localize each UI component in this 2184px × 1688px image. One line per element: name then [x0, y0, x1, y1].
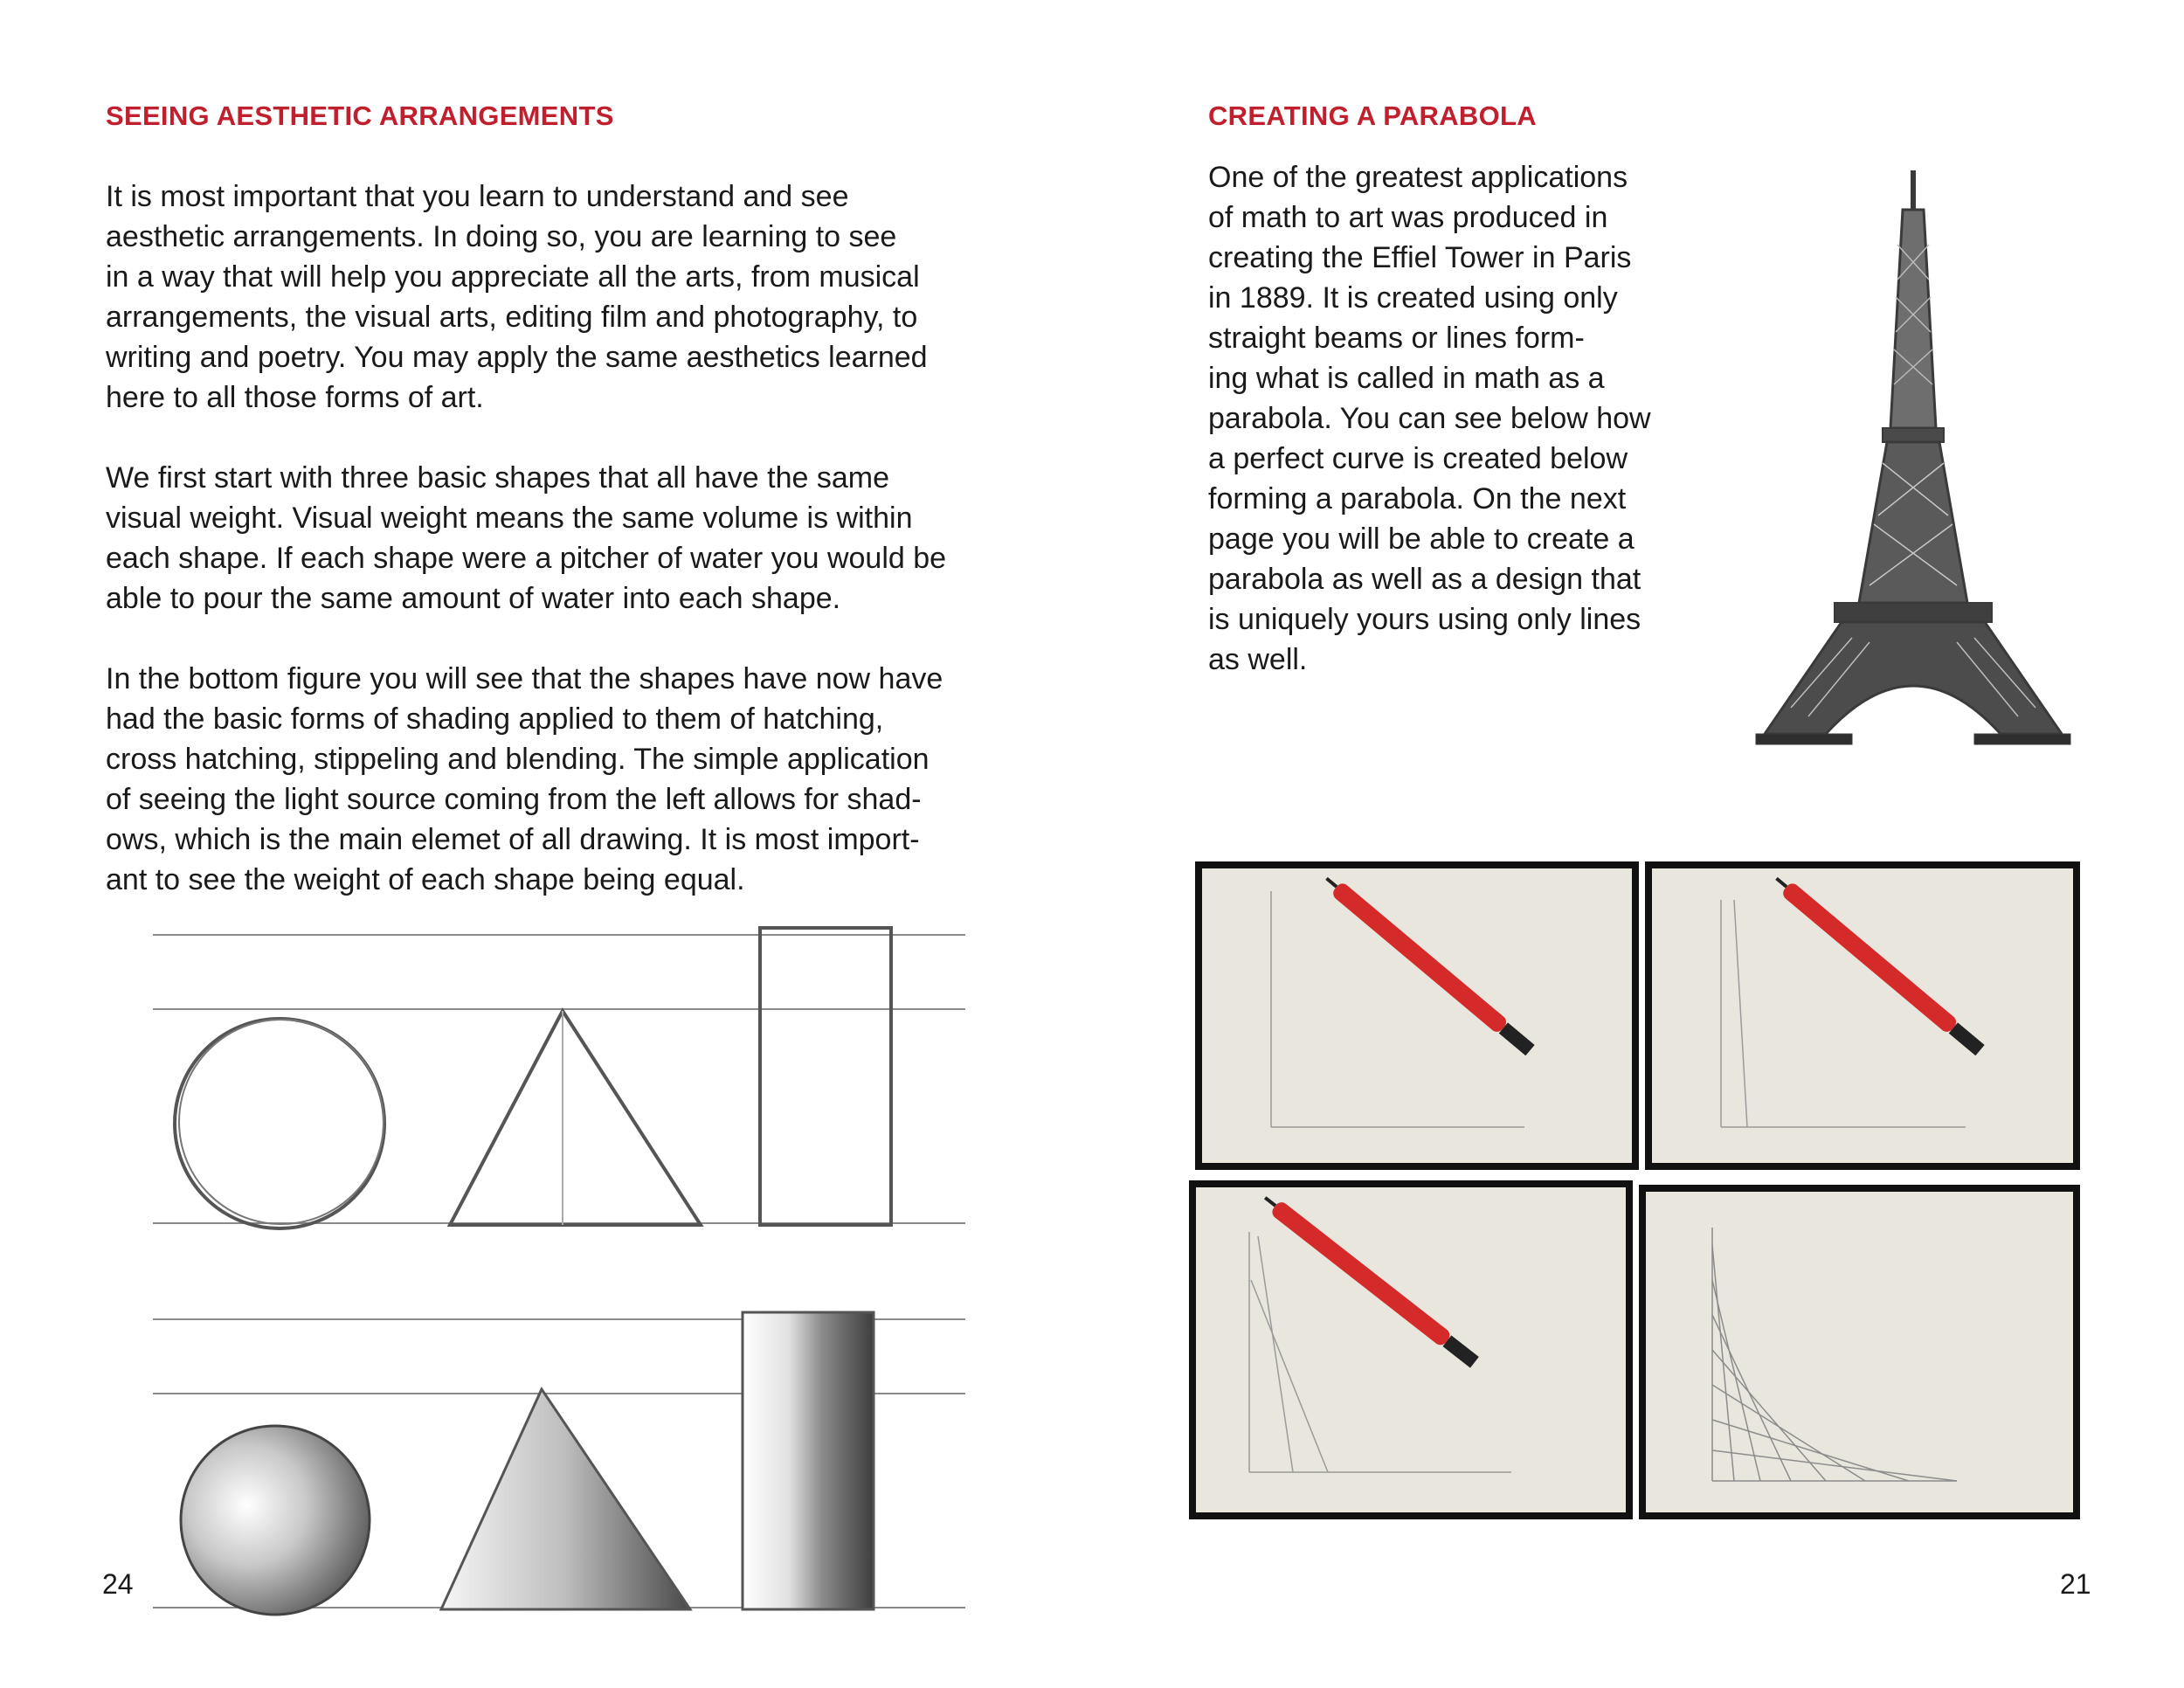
shapes-shaded-sketch	[149, 1302, 970, 1634]
shapes-outline-sketch	[149, 917, 970, 1249]
left-paragraph-1: It is most important that you learn to understand and see aesthetic arrangements. In doing so, you are learning to see in a way that will help you appreciate all the arts, from musical arrangements, the visual arts, editing film and photography, to writing and poetry. You may apply the same aesthetics learned here to all those forms of art.	[106, 180, 928, 414]
left-paragraph-2: We first start with three basic shapes that all have the same visual weight. Visual weight means the same volume is within each shape. If each shape were a pitcher of water you would be able to pour the same amount of water into each shape.	[106, 461, 947, 615]
eiffel-tower-image	[1738, 166, 2088, 760]
left-paragraph-3: In the bottom figure you will see that the shapes have now have had the basic forms of shading applied to them of hatching, cross hatching, stippeling and blending. The simple application of seeing the light source coming from the left allows for shad- ows, which is the main elemet of all drawing. It is most import- ant to see the weight of each shape being equal.	[106, 662, 943, 896]
left-heading: SEEING AESTHETIC ARRANGEMENTS	[106, 100, 614, 131]
right-heading: CREATING A PARABOLA	[1208, 100, 1537, 131]
parabola-photo-step-4	[1642, 1188, 2077, 1516]
parabola-photo-step-1	[1199, 865, 1635, 1166]
right-page-number: 21	[2060, 1568, 2091, 1600]
parabola-photo-step-3	[1192, 1184, 1629, 1516]
parabola-photo-grid	[1188, 861, 2088, 1533]
right-paragraph: One of the greatest applications of math to art was produced in creating the Effiel Tower in Paris in 1889. It is created using only straight beams or lines form- ing what is called in math as a parabola. You can see below how a perfect curve is created below forming a parabola. On the next page you will be able to create a parabola as well as a design that is uniquely yours using only lines as well.	[1208, 161, 1651, 676]
parabola-photo-step-2	[1648, 865, 2077, 1166]
left-page-number: 24	[102, 1568, 134, 1600]
